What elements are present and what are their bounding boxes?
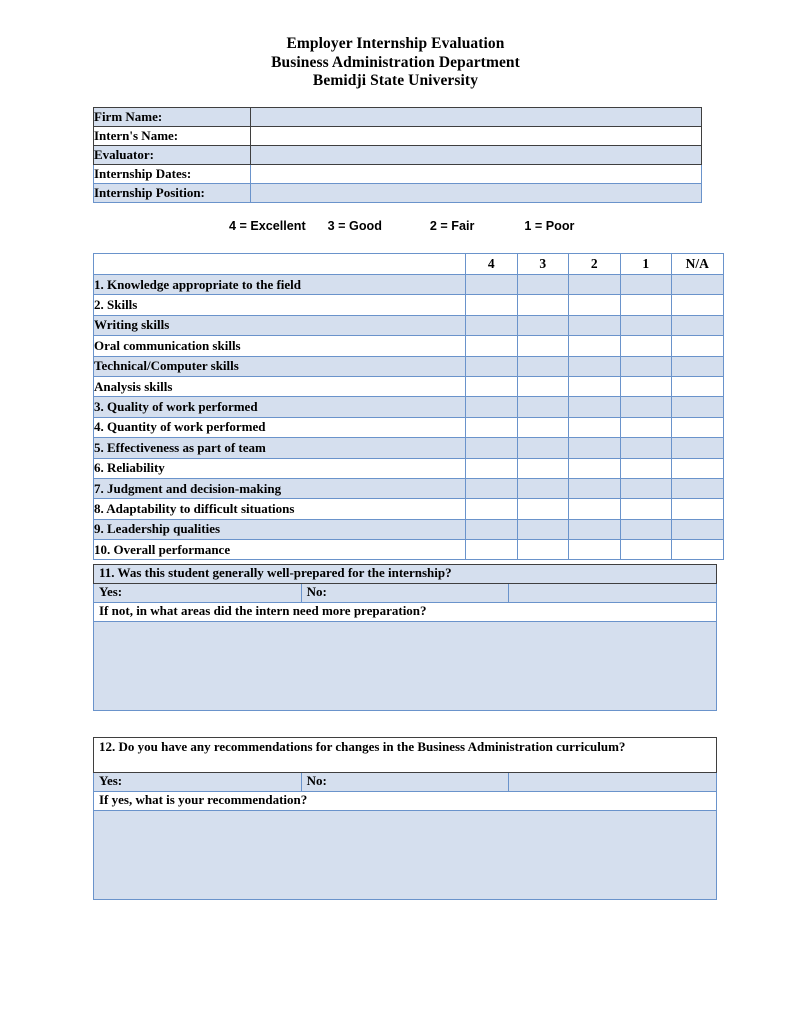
rating-cell-2[interactable] [569,519,621,539]
question-12-yesno-field[interactable] [509,773,717,792]
score-column-header-na: N/A [672,254,724,275]
question-11-answer-field[interactable] [94,622,717,711]
question-12-answer-field[interactable] [94,811,717,900]
rating-cell-1[interactable] [620,356,672,376]
firm-name-label: Firm Name: [94,108,251,127]
intern-name-field[interactable] [251,127,702,146]
table-row [94,108,702,127]
criteria-label: Oral communication skills [94,336,466,356]
rating-cell-2[interactable] [569,417,621,437]
criteria-label: Technical/Computer skills [94,356,466,376]
rating-table-header [94,254,724,275]
question-11-yesno-field[interactable] [509,584,717,603]
rating-cell-1[interactable] [620,376,672,396]
table-row [94,565,717,584]
question-11-followup: If not, in what areas did the intern need more preparation? [94,603,717,622]
rating-cell-na[interactable] [672,458,724,478]
criteria-label: 7. Judgment and decision-making [94,478,466,498]
score-column-header-2: 2 [569,254,621,275]
rating-cell-na[interactable] [672,519,724,539]
rating-cell-4[interactable] [466,376,518,396]
rating-cell-1[interactable] [620,458,672,478]
table-row [94,458,724,478]
question-12-block [93,737,717,900]
criteria-label: 2. Skills [94,295,466,315]
rating-cell-4[interactable] [466,356,518,376]
question-11-yes-label: Yes: [94,584,302,603]
internship-info-table [93,107,702,203]
rating-cell-3[interactable] [517,356,569,376]
rating-cell-3[interactable] [517,315,569,335]
rating-cell-4[interactable] [466,397,518,417]
rating-cell-2[interactable] [569,438,621,458]
internship-dates-field[interactable] [251,165,702,184]
rating-cell-2[interactable] [569,336,621,356]
table-row [94,478,724,498]
criteria-column-header [94,254,466,275]
rating-cell-1[interactable] [620,478,672,498]
question-11-no-label: No: [301,584,509,603]
rating-cell-3[interactable] [517,519,569,539]
rating-cell-3[interactable] [517,376,569,396]
criteria-label: Analysis skills [94,376,466,396]
title-line-2: Business Administration Department [271,53,520,71]
rating-cell-na[interactable] [672,275,724,295]
rating-cell-3[interactable] [517,417,569,437]
question-12-followup: If yes, what is your recommendation? [94,792,717,811]
criteria-label: 5. Effectiveness as part of team [94,438,466,458]
rating-cell-3[interactable] [517,499,569,519]
rating-cell-4[interactable] [466,499,518,519]
rating-cell-na[interactable] [672,315,724,335]
rating-cell-4[interactable] [466,336,518,356]
rating-cell-na[interactable] [672,540,724,560]
table-row [94,127,702,146]
question-12-no-label: No: [301,773,509,792]
rating-cell-2[interactable] [569,499,621,519]
question-11-body [94,565,717,711]
criteria-label: 3. Quality of work performed [94,397,466,417]
rating-cell-3[interactable] [517,295,569,315]
internship-position-field[interactable] [251,184,702,203]
rating-cell-3[interactable] [517,275,569,295]
table-row [94,540,724,560]
rating-cell-1[interactable] [620,540,672,560]
table-row [94,397,724,417]
rating-cell-3[interactable] [517,336,569,356]
rating-cell-2[interactable] [569,295,621,315]
criteria-label: 6. Reliability [94,458,466,478]
rating-cell-1[interactable] [620,336,672,356]
rating-cell-4[interactable] [466,438,518,458]
rating-cell-3[interactable] [517,540,569,560]
legend-item-excellent: 4 = Excellent [229,219,306,233]
evaluation-rating-table [93,253,724,560]
table-row [94,584,717,603]
table-row [94,738,717,773]
table-row [94,603,717,622]
criteria-label: 8. Adaptability to difficult situations [94,499,466,519]
internship-dates-label: Internship Dates: [94,165,251,184]
rating-cell-4[interactable] [466,458,518,478]
table-row [94,376,724,396]
criteria-label: 9. Leadership qualities [94,519,466,539]
rating-scale-legend [93,219,713,233]
internship-position-label: Internship Position: [94,184,251,203]
rating-cell-na[interactable] [672,438,724,458]
rating-cell-3[interactable] [517,458,569,478]
rating-cell-1[interactable] [620,519,672,539]
rating-cell-na[interactable] [672,336,724,356]
table-row [94,773,717,792]
rating-cell-4[interactable] [466,295,518,315]
criteria-label: 4. Quantity of work performed [94,417,466,437]
rating-cell-na[interactable] [672,376,724,396]
rating-cell-1[interactable] [620,417,672,437]
rating-cell-4[interactable] [466,540,518,560]
score-column-header-4: 4 [466,254,518,275]
rating-cell-3[interactable] [517,397,569,417]
rating-cell-2[interactable] [569,376,621,396]
table-row [94,417,724,437]
info-table-body [94,108,702,203]
rating-cell-3[interactable] [517,438,569,458]
table-row [94,165,702,184]
question-11-block [93,564,717,711]
rating-cell-na[interactable] [672,295,724,315]
table-row [94,275,724,295]
table-header-row [94,254,724,275]
criteria-label: 1. Knowledge appropriate to the field [94,275,466,295]
table-row [94,792,717,811]
rating-cell-2[interactable] [569,315,621,335]
rating-cell-na[interactable] [672,499,724,519]
firm-name-field[interactable] [251,108,702,127]
table-row [94,184,702,203]
evaluator-label: Evaluator: [94,146,251,165]
legend-item-good: 3 = Good [327,219,382,233]
rating-cell-3[interactable] [517,478,569,498]
rating-cell-2[interactable] [569,356,621,376]
table-row [94,146,702,165]
question-12-heading: 12. Do you have any recommendations for changes in the Business Administration curriculum? [94,738,717,773]
legend-item-poor: 1 = Poor [524,219,575,233]
question-12-body [94,738,717,900]
rating-cell-4[interactable] [466,275,518,295]
table-row [94,356,724,376]
title-line-1: Employer Internship Evaluation [286,35,505,52]
rating-cell-2[interactable] [569,540,621,560]
rating-cell-na[interactable] [672,417,724,437]
rating-cell-4[interactable] [466,315,518,335]
question-11-heading: 11. Was this student generally well-prepared for the internship? [94,565,717,584]
intern-name-label: Intern's Name: [94,127,251,146]
score-column-header-1: 1 [620,254,672,275]
legend-item-fair: 2 = Fair [429,219,475,233]
table-row [94,295,724,315]
rating-cell-1[interactable] [620,295,672,315]
rating-cell-4[interactable] [466,519,518,539]
rating-cell-2[interactable] [569,275,621,295]
question-12-yes-label: Yes: [94,773,302,792]
table-row [94,519,724,539]
rating-cell-2[interactable] [569,458,621,478]
page-title [0,35,791,91]
title-line-3: Bemidji State University [312,72,479,90]
rating-cell-1[interactable] [620,315,672,335]
table-row [94,315,724,335]
rating-cell-2[interactable] [569,478,621,498]
score-column-header-3: 3 [517,254,569,275]
table-row [94,811,717,900]
rating-table-body [94,275,724,560]
rating-cell-1[interactable] [620,397,672,417]
rating-cell-4[interactable] [466,417,518,437]
criteria-label: Writing skills [94,315,466,335]
rating-cell-na[interactable] [672,356,724,376]
table-row [94,438,724,458]
rating-cell-1[interactable] [620,499,672,519]
evaluator-field[interactable] [251,146,702,165]
rating-cell-1[interactable] [620,438,672,458]
rating-cell-na[interactable] [672,397,724,417]
criteria-label: 10. Overall performance [94,540,466,560]
rating-cell-4[interactable] [466,478,518,498]
rating-cell-2[interactable] [569,397,621,417]
rating-cell-na[interactable] [672,478,724,498]
table-row [94,336,724,356]
rating-cell-1[interactable] [620,275,672,295]
table-row [94,499,724,519]
table-row [94,622,717,711]
